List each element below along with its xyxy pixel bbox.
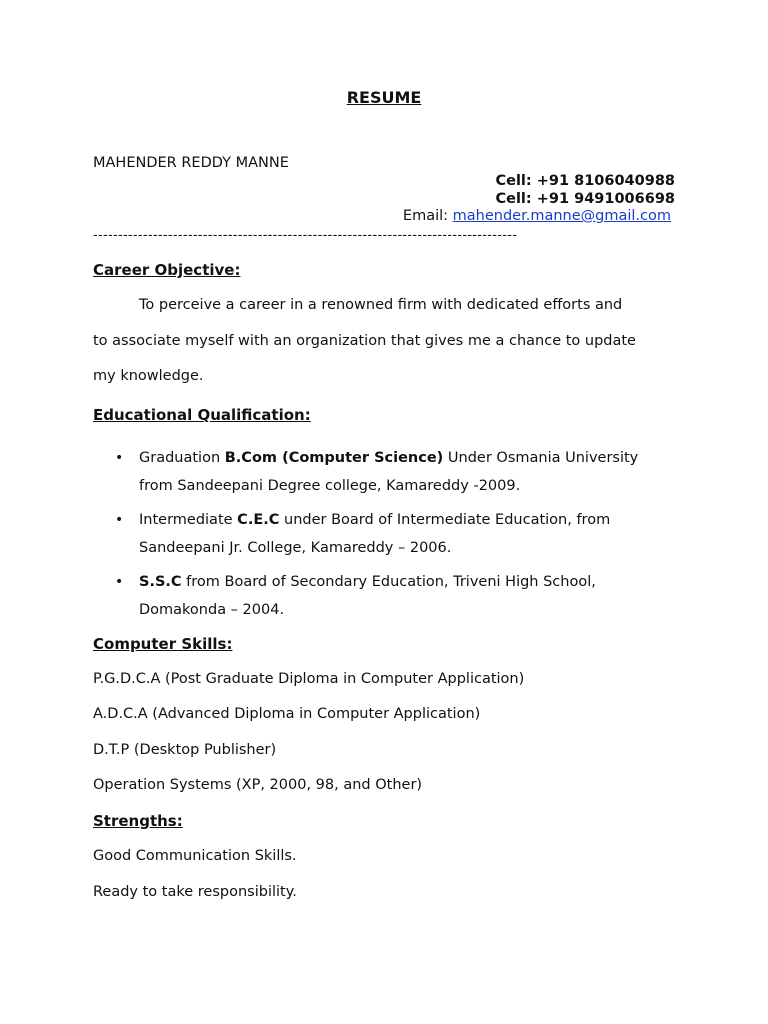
education-item-3 bbox=[139, 574, 596, 590]
skill-item: A.D.C.A (Advanced Diploma in Computer Application) bbox=[93, 706, 481, 722]
bullet-icon: • bbox=[115, 450, 124, 466]
email-label: Email: bbox=[402, 208, 453, 224]
education-item-2-degree: C.E.C bbox=[237, 512, 280, 528]
cell-phone-2: Cell: +91 9491006698 bbox=[495, 191, 675, 207]
bullet-icon: • bbox=[115, 574, 124, 590]
applicant-name: MAHENDER REDDY MANNE bbox=[93, 155, 289, 171]
cell-phone-1: Cell: +91 8106040988 bbox=[495, 173, 675, 189]
education-item-2-line-2: Sandeepani Jr. College, Kamareddy – 2006. bbox=[139, 540, 452, 556]
bullet-icon: • bbox=[115, 512, 124, 528]
skill-item: Operation Systems (XP, 2000, 98, and Other) bbox=[93, 777, 423, 793]
education-item-1-line-2: from Sandeepani Degree college, Kamareddy -2009. bbox=[139, 478, 521, 494]
education-item-3-line-2: Domakonda – 2004. bbox=[139, 602, 285, 618]
email-link[interactable]: mahender.manne@gmail.com bbox=[452, 208, 671, 224]
education-item-3-post: from Board of Secondary Education, Triveni High School, bbox=[181, 574, 596, 590]
career-objective-line-1: To perceive a career in a renowned firm with dedicated efforts and bbox=[139, 297, 623, 313]
skill-item: D.T.P (Desktop Publisher) bbox=[93, 742, 277, 758]
education-item-1-degree: B.Com (Computer Science) bbox=[224, 450, 444, 466]
skill-item: P.G.D.C.A (Post Graduate Diploma in Computer Application) bbox=[93, 671, 525, 687]
career-objective-heading: Career Objective: bbox=[93, 261, 241, 279]
separator-line: ------------------------------------------------------------------------------------- bbox=[93, 228, 518, 243]
computer-skills-heading: Computer Skills: bbox=[93, 635, 233, 653]
education-item-3-degree: S.S.C bbox=[139, 574, 182, 590]
education-item-1 bbox=[139, 450, 638, 466]
career-objective-line-3: my knowledge. bbox=[93, 368, 204, 384]
education-item-1-post: Under Osmania University bbox=[443, 450, 639, 466]
strengths-heading: Strengths: bbox=[93, 812, 183, 830]
education-item-2-post: under Board of Intermediate Education, from bbox=[279, 512, 611, 528]
document-title: RESUME bbox=[346, 88, 422, 107]
education-item-2 bbox=[139, 512, 610, 528]
education-item-2-pre: Intermediate bbox=[139, 512, 238, 528]
career-objective-line-2: to associate myself with an organization that gives me a chance to update bbox=[93, 333, 636, 349]
strength-item: Ready to take responsibility. bbox=[93, 884, 297, 900]
education-item-1-pre: Graduation bbox=[139, 450, 225, 466]
strength-item: Good Communication Skills. bbox=[93, 848, 297, 864]
email-line bbox=[403, 208, 671, 224]
education-heading: Educational Qualification: bbox=[93, 406, 311, 424]
